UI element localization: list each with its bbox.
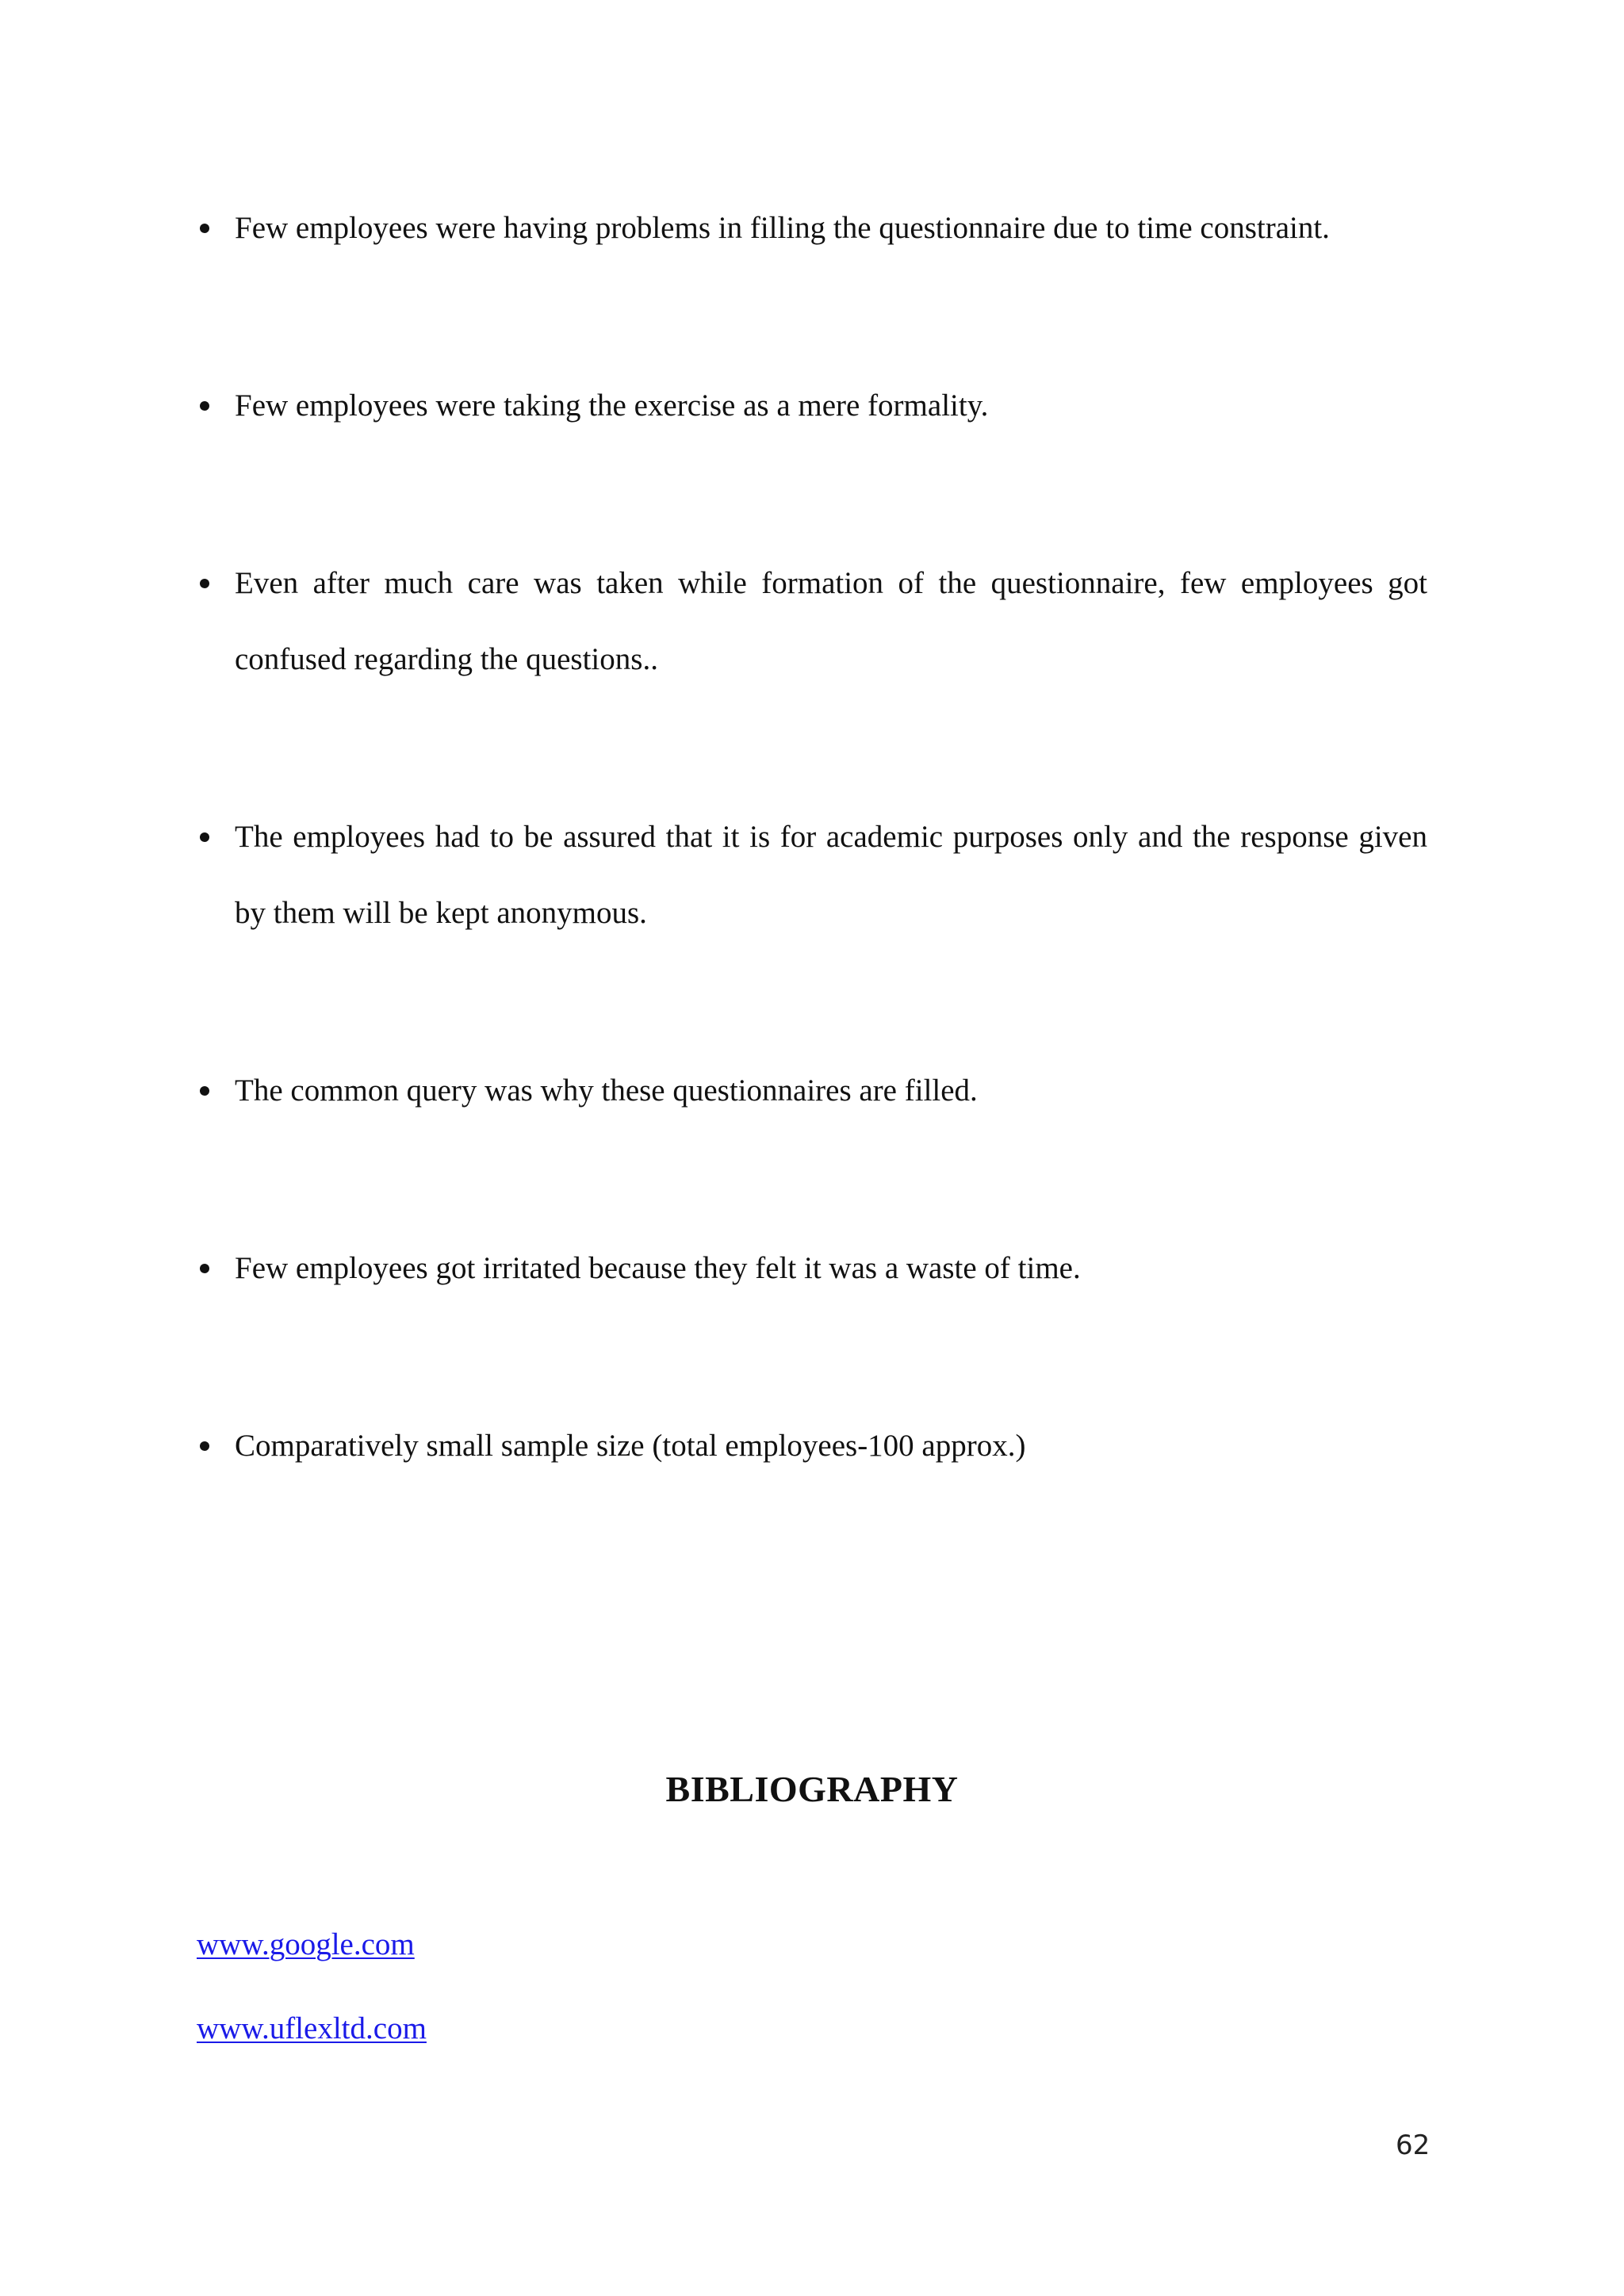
list-item [197,1408,1427,1484]
bibliography-link-uflexltd[interactable]: www.uflexltd.com [197,2011,427,2045]
list-item-text: The employees had to be assured that it is for academic purposes only and the response given by them will be kept anonymous. [235,820,1427,930]
bibliography-link-google[interactable]: www.google.com [197,1927,415,1961]
bullet-icon [200,1086,209,1096]
list-item [197,190,1427,266]
bullet-icon [200,401,209,411]
list-item-text: Even after much care was taken while formation of the questionnaire, few employees got confused regarding the questions.. [235,566,1427,676]
list-item [197,368,1427,444]
list-item-text: Few employees were having problems in filling the questionnaire due to time constraint. [235,211,1330,245]
bullet-icon [200,1264,209,1273]
list-item-text: Few employees were taking the exercise as a mere formality. [235,388,989,423]
bullet-icon [200,579,209,588]
list-item-text: The common query was why these questionnaires are filled. [235,1073,978,1108]
list-item [197,1053,1427,1129]
list-item [197,545,1427,698]
list-item-text: Few employees got irritated because they felt it was a waste of time. [235,1251,1081,1285]
bullet-icon [200,1441,209,1451]
limitations-list [197,190,1427,1586]
bullet-icon [200,832,209,842]
page-number: 62 [1396,2130,1431,2161]
list-item-text: Comparatively small sample size (total employees-100 approx.) [235,1429,1026,1463]
bibliography-heading: BIBLIOGRAPHY [665,1769,959,1809]
list-item [197,1230,1427,1307]
list-item [197,799,1427,951]
bullet-icon [200,224,209,233]
